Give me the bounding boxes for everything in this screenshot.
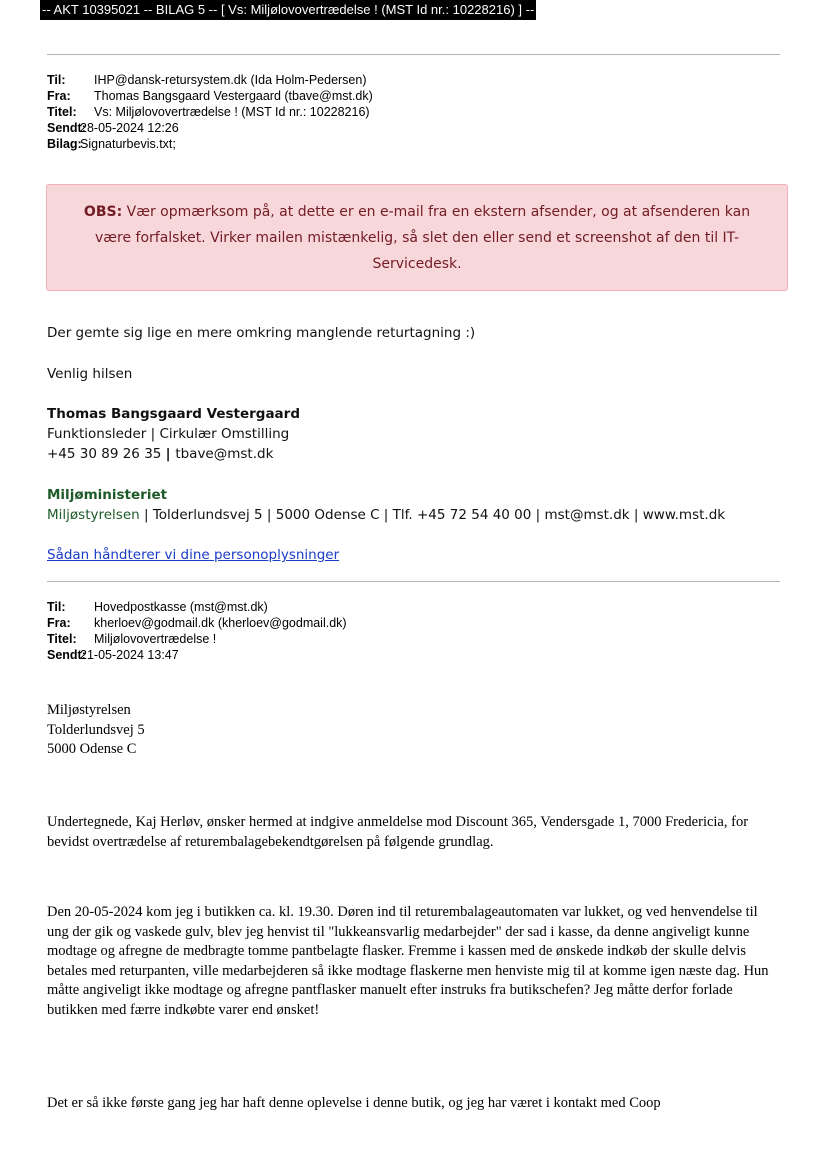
header-label: Titel: (47, 632, 77, 646)
separator: | (143, 507, 153, 523)
header-to-row (47, 72, 373, 88)
header-attachment-value: Signaturbevis.txt; (80, 137, 176, 151)
header-sent-row (47, 647, 347, 663)
signature-agency-line (47, 505, 725, 525)
recipient-line: 5000 Odense C (47, 741, 137, 757)
email-header-forward (47, 72, 373, 152)
header-to-value: Hovedpostkasse (mst@mst.dk) (94, 600, 268, 614)
reply-greeting: Venlig hilsen (47, 366, 133, 382)
header-sent-value: 21-05-2024 13:47 (80, 648, 179, 662)
header-subject-value: Vs: Miljølovovertrædelse ! (MST Id nr.: 10228216) (94, 105, 370, 119)
signature-title: Funktionsleder | Cirkulær Omstilling (47, 426, 290, 442)
warning-text: Vær opmærksom på, at dette er en e-mail fra en ekstern afsender, og at afsenderen kan være forfalsket. Virker mailen mistænkelig, så slet den eller send et screenshot af den til IT-Servicedesk. (94, 204, 751, 272)
header-sent-row (47, 120, 373, 136)
privacy-link[interactable]: Sådan håndterer vi dine personoplysninger (47, 547, 340, 563)
header-attachment-row (47, 136, 373, 152)
reply-body: Der gemte sig lige en mere omkring manglende returtagning :) (47, 325, 476, 341)
header-label: Sendt: (47, 121, 86, 135)
signature-contact (47, 444, 273, 464)
header-subject-row (47, 631, 347, 647)
recipient-line: Miljøstyrelsen (47, 702, 131, 718)
header-from-value: Thomas Bangsgaard Vestergaard (tbave@mst.dk) (94, 89, 373, 103)
header-label: Fra: (47, 89, 71, 103)
signature-ministry: Miljøministeriet (47, 487, 168, 503)
signature-address: Tolderlundsvej 5 | 5000 Odense C | Tlf. +45 72 54 40 00 | mst@mst.dk | www.mst.dk (152, 507, 726, 523)
letter-recipient (47, 701, 782, 760)
header-to-value: IHP@dansk-retursystem.dk (Ida Holm-Pedersen) (94, 73, 367, 87)
signature-email[interactable]: tbave@mst.dk (175, 446, 274, 462)
signature-agency: Miljøstyrelsen (47, 507, 140, 523)
divider (47, 581, 780, 582)
document-banner: -- AKT 10395021 -- BILAG 5 -- [ Vs: Miljølovovertrædelse ! (MST Id nr.: 10228216) ] -- (40, 0, 536, 20)
header-label: Sendt: (47, 648, 86, 662)
header-label: Titel: (47, 105, 77, 119)
signature-name: Thomas Bangsgaard Vestergaard (47, 406, 300, 422)
header-from-row (47, 88, 373, 104)
external-sender-warning (46, 184, 788, 291)
header-label: Til: (47, 600, 66, 614)
header-to-row (47, 599, 347, 615)
letter-paragraph-2: Den 20-05-2024 kom jeg i butikken ca. kl. 19.30. Døren ind til returembalageautomaten var lukket, og ved henvendelse til ung der gik og vaskede gulv, blev jeg henvist til "lukkeansvarlig medarbejder" der sad i kasse, da denne angiveligt kunne modtage og afregne de medbragte tomme pantbelagte flasker. Fremme i kassen med de ønskede indkøb der skulle delvis betales med returpanten, ville medarbejderen så ikke modtage flaskerne men henviste mig til at komme igen næste dag. Hun måtte angiveligt ikke modtage og afregne pantflasker manuelt efter instruks fra butikschefen? Jeg måtte derfor forlade butikken med færre indkøbte varer end ønsket! (47, 904, 769, 1018)
recipient-line: Tolderlundsvej 5 (47, 721, 145, 738)
header-subject-row (47, 104, 373, 120)
signature-phone: +45 30 89 26 35 (47, 446, 162, 462)
header-label: Til: (47, 73, 66, 87)
separator: | (165, 446, 176, 462)
header-label: Fra: (47, 616, 71, 630)
letter-paragraph-1: Undertegnede, Kaj Herløv, ønsker hermed at indgive anmeldelse mod Discount 365, Vendersgade 1, 7000 Fredericia, for bevidst overtrædelse af returembalagebekendtgørelsen på følgende grundlag. (47, 814, 749, 850)
header-subject-value: Miljølovovertrædelse ! (94, 632, 217, 646)
email-header-original (47, 599, 347, 663)
header-from-row (47, 615, 347, 631)
letter-paragraph-3: Det er så ikke første gang jeg har haft denne oplevelse i denne butik, og jeg har været i kontakt med Coop (47, 1095, 661, 1111)
header-sent-value: 28-05-2024 12:26 (80, 121, 179, 135)
header-from-value: kherloev@godmail.dk (kherloev@godmail.dk) (94, 616, 347, 630)
header-label: Bilag: (47, 137, 82, 151)
warning-prefix: OBS: (83, 204, 123, 220)
divider (47, 54, 780, 55)
